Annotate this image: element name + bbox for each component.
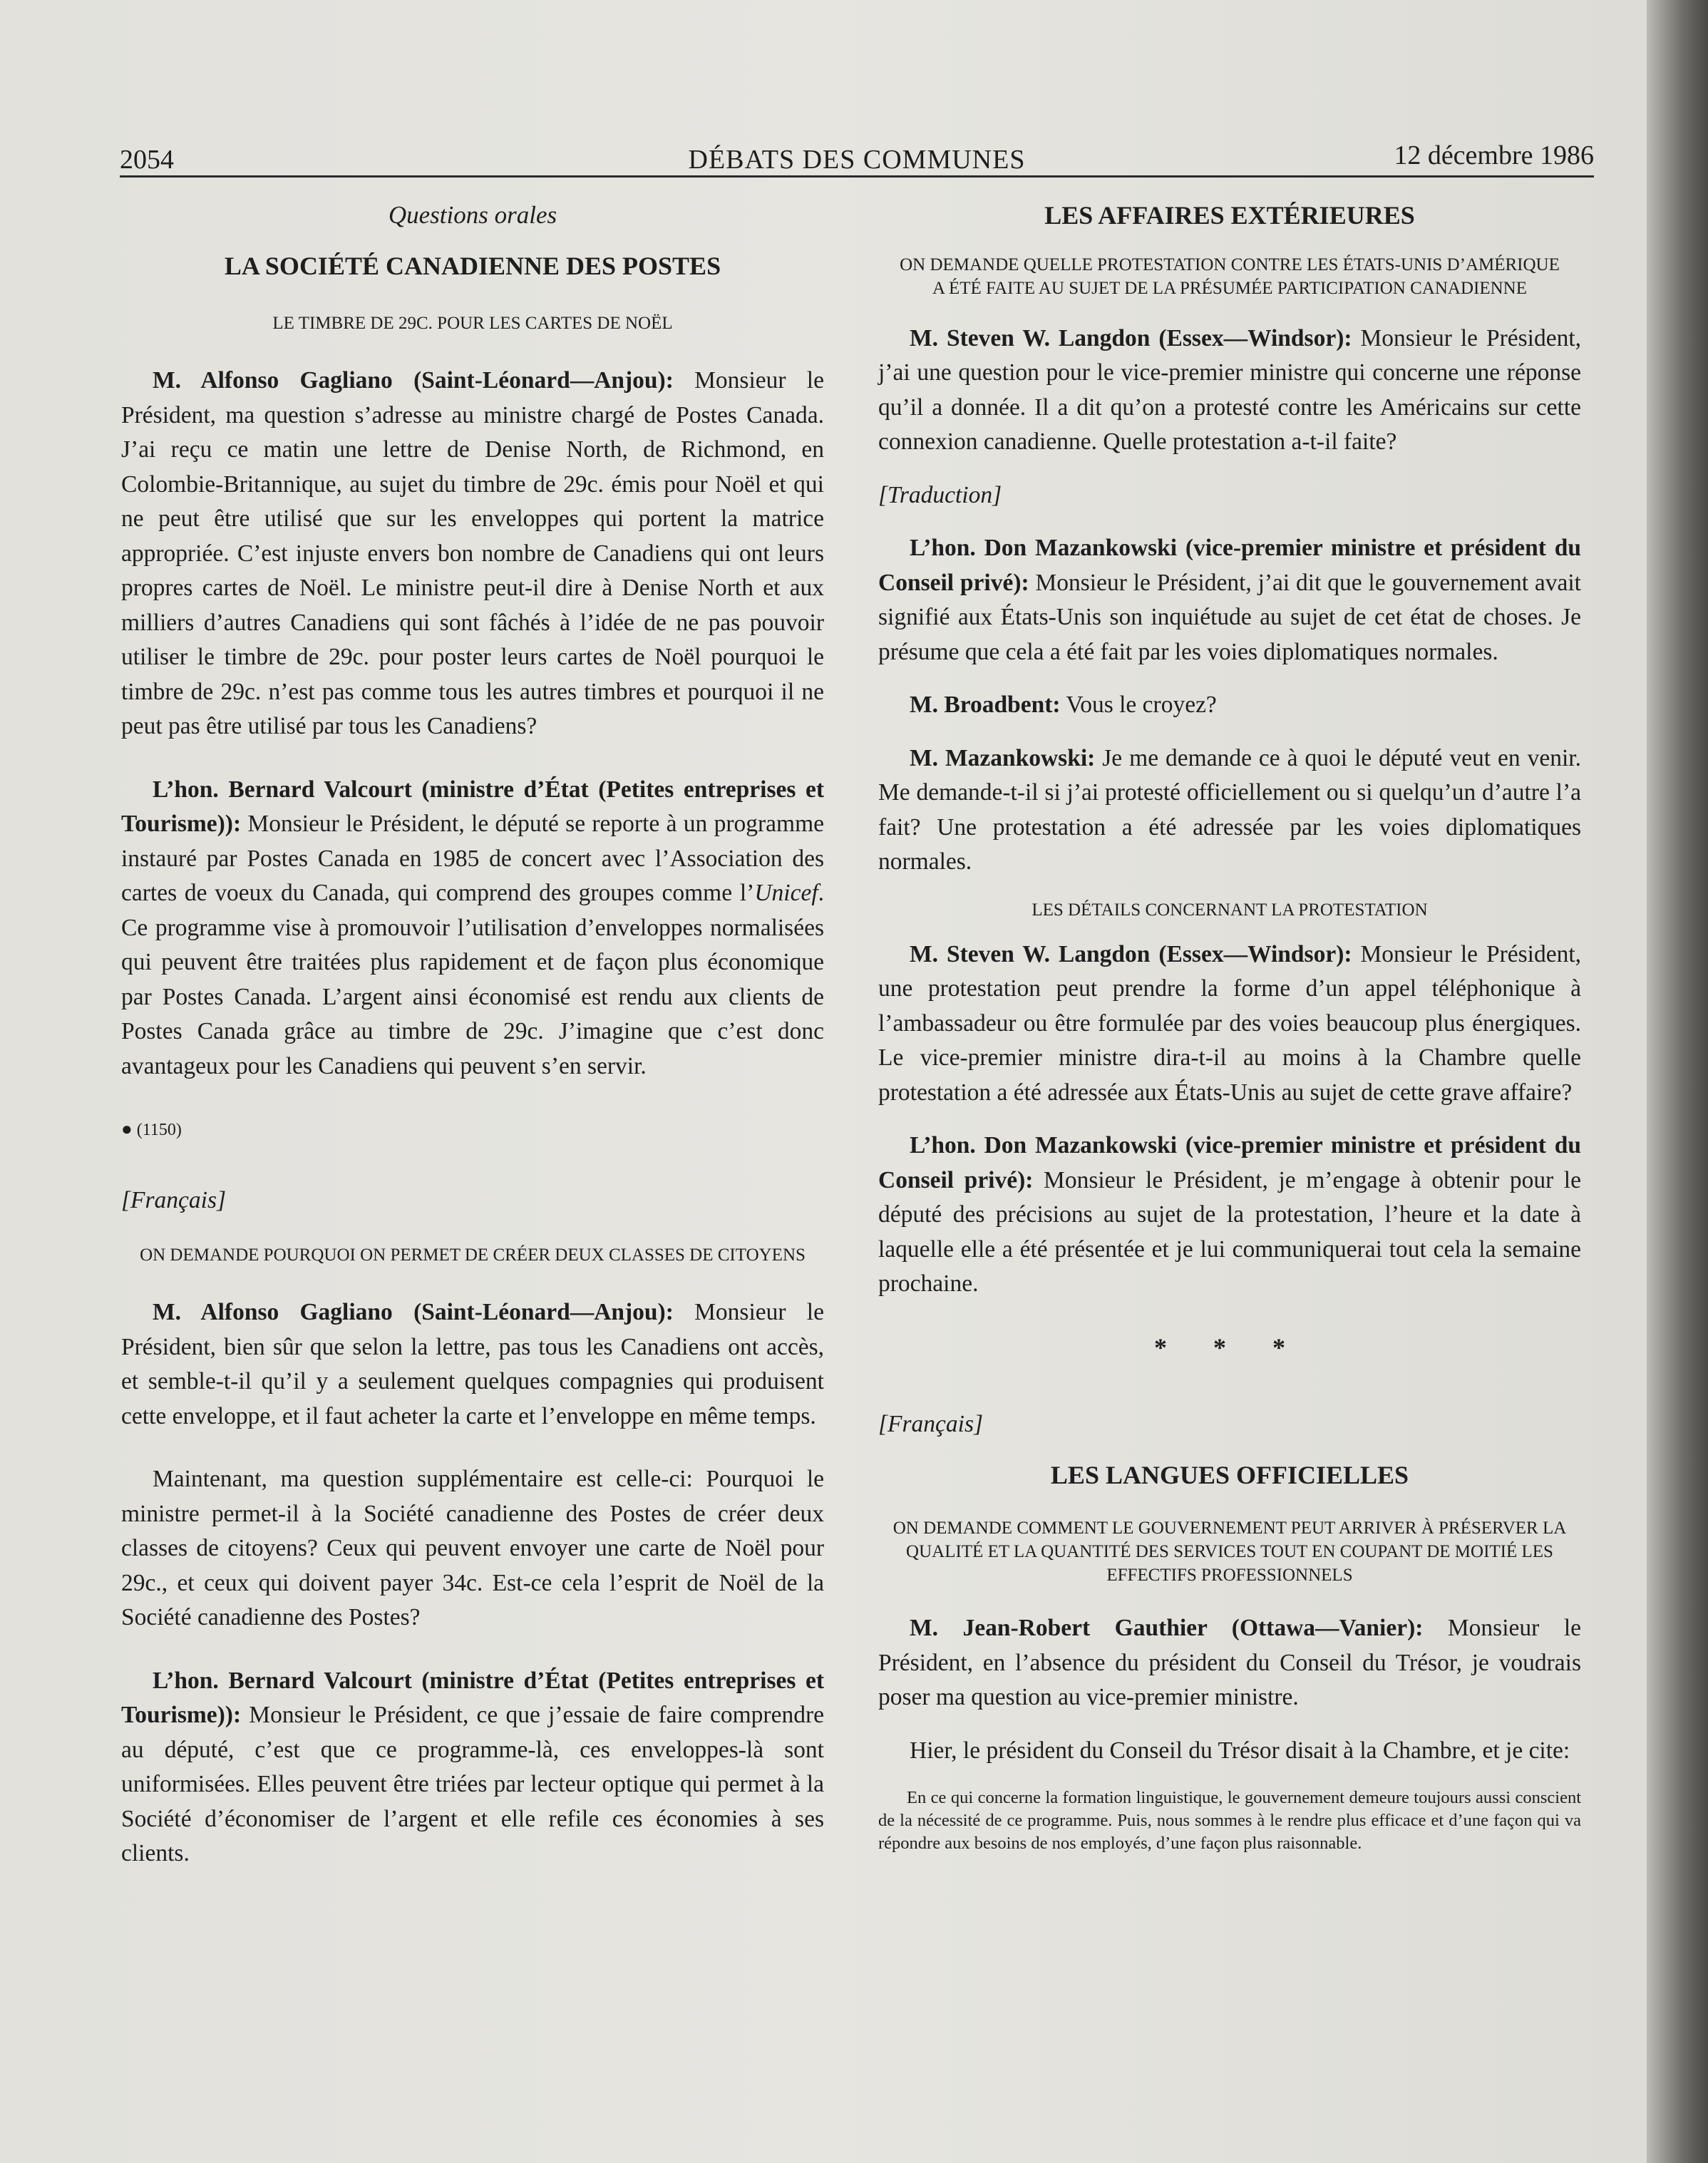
language-marker: [Français] bbox=[121, 1186, 227, 1213]
time-marker bbox=[121, 1112, 824, 1148]
section-heading: LES LANGUES OFFICIELLES bbox=[1050, 1460, 1409, 1489]
speech-italic: Unicef bbox=[754, 880, 818, 906]
speech: Monsieur le Président, ce que j’essaie de faire comprendre au député, c’est que ce programme-là, ces enveloppes-là sont uniformisées. Elles peuvent être triées par lecteur optique qui permet à la Société d’économiser de l’argent et elle refile ces économies à ses clients. bbox=[121, 1702, 824, 1866]
speech: Monsieur le Président, j’ai dit que le gouvernement avait signifié aux États-Unis son inquiétude au sujet de cet état de choses. Je présume que cela a été fait par les voies diplomatiques normales. bbox=[878, 569, 1581, 665]
paragraph bbox=[878, 322, 1581, 460]
bullet-icon: ● bbox=[121, 1119, 133, 1139]
speaker: M. Alfonso Gagliano (Saint-Léonard—Anjou): bbox=[153, 1299, 674, 1325]
language-marker: [Traduction] bbox=[878, 481, 1002, 508]
speech: Monsieur le Président, je m’engage à obtenir pour le député des précisions au sujet de la protestation, l’heure et la date à laquelle elle a été présentée et je lui communiquerai tout cela la semaine prochaine. bbox=[878, 1166, 1581, 1297]
page-header bbox=[120, 140, 1594, 178]
paragraph bbox=[878, 688, 1581, 723]
time-stamp: (1150) bbox=[136, 1121, 182, 1139]
language-marker: [Français] bbox=[878, 1411, 984, 1437]
section-heading: LA SOCIÉTÉ CANADIENNE DES POSTES bbox=[224, 251, 721, 280]
speech: Monsieur le Président, j’ai une question pour le vice-premier ministre qui concerne une réponse qu’il a donnée. Il a dit qu’on a protesté contre les Américains sur cette connexion canadienne. Quelle protestation a-t-il faite? bbox=[878, 324, 1581, 455]
speaker: L’hon. Don Mazankowski (vice-premier ministre et président du Conseil privé): bbox=[878, 1132, 1581, 1193]
paragraph bbox=[878, 741, 1581, 880]
right-column bbox=[878, 198, 1581, 1855]
speech: Monsieur le Président, ma question s’adresse au ministre chargé de Postes Canada. J’ai reçu ce matin une lettre de Denise North, de Richmond, en Colombie-Britannique, au sujet du timbre de 29c. émis pour Noël et qui ne peut être utilisé que sur les enveloppes qui portent la matrice appropriée. C’est injuste envers bon nombre de Canadiens qui ont leurs propres cartes de Noël. Le ministre peut-il dire à Denise North et aux milliers d’autres Canadiens qui sont fâchés à l’idée de ne pas pouvoir utiliser le timbre de 29c. pour poster leurs cartes de Noël pourquoi le timbre de 29c. n’est pas comme tous les autres timbres et pourquoi il ne peut pas être utilisé par tous les Canadiens? bbox=[121, 367, 824, 739]
speaker: M. Steven W. Langdon (Essex—Windsor): bbox=[910, 324, 1352, 351]
section-heading: LES AFFAIRES EXTÉRIEURES bbox=[1044, 201, 1415, 230]
speech: Monsieur le Président, une protestation peut prendre la forme d’un appel téléphonique à l’ambassadeur ou être formulée par des voies beaucoup plus énergiques. Le vice-premier ministre dira-t-il au moins à la Chambre quelle protestation a été adressée aux États-Unis au sujet de cette grave affaire? bbox=[878, 940, 1581, 1106]
page-number: 2054 bbox=[120, 145, 174, 175]
speaker: L’hon. Bernard Valcourt (ministre d’État (Petites entreprises et Tourisme)): bbox=[121, 776, 824, 837]
publication-date: 12 décembre 1986 bbox=[1394, 140, 1594, 170]
speaker: L’hon. Bernard Valcourt (ministre d’État (Petites entreprises et Tourisme)): bbox=[121, 1667, 824, 1728]
paragraph bbox=[121, 1295, 824, 1434]
subheading: ON DEMANDE COMMENT LE GOUVERNEMENT PEUT ARRIVER À PRÉSERVER LA QUALITÉ ET LA QUANTITÉ DES SERVICES TOUT EN COUPANT DE MOITIÉ LES EFFECTIFS PROFESSIONNELS bbox=[892, 1519, 1567, 1585]
paragraph bbox=[878, 531, 1581, 669]
paragraph bbox=[121, 773, 824, 1084]
speaker: M. Jean-Robert Gauthier (Ottawa—Vanier): bbox=[910, 1615, 1424, 1641]
book-gutter-edge bbox=[1647, 0, 1708, 2163]
paragraph bbox=[121, 364, 824, 744]
speaker: L’hon. Don Mazankowski (vice-premier ministre et président du Conseil privé): bbox=[878, 535, 1581, 596]
speaker: M. Mazankowski: bbox=[910, 744, 1096, 771]
subheading: LES DÉTAILS CONCERNANT LA PROTESTATION bbox=[1032, 900, 1428, 920]
speech: Je me demande ce à quoi le député veut en venir. Me demande-t-il si j’ai protesté officiellement ou si quelqu’un d’autre l’a fait? Une protestation a été adressée par les voies diplomatiques normales. bbox=[878, 744, 1581, 875]
paragraph: Hier, le président du Conseil du Trésor disait à la Chambre, et je cite: bbox=[910, 1737, 1570, 1764]
left-column bbox=[121, 198, 824, 1900]
section-label: Questions orales bbox=[388, 201, 557, 229]
subheading: ON DEMANDE POURQUOI ON PERMET DE CRÉER DEUX CLASSES DE CITOYENS bbox=[140, 1245, 806, 1265]
speaker: M. Broadbent: bbox=[910, 692, 1061, 718]
publication-title: DÉBATS DES COMMUNES bbox=[688, 145, 1026, 175]
speaker: M. Steven W. Langdon (Essex—Windsor): bbox=[910, 940, 1352, 967]
paragraph bbox=[878, 1129, 1581, 1302]
subheading: LE TIMBRE DE 29C. POUR LES CARTES DE NOËL bbox=[272, 314, 673, 333]
speech: Monsieur le Président, le député se reporte à un programme instauré par Postes Canada en 1985 de concert avec l’Association des cartes de voeux du Canada, qui comprend des groupes comme l’ bbox=[121, 811, 824, 906]
paragraph bbox=[878, 1611, 1581, 1715]
speaker: M. Alfonso Gagliano (Saint-Léonard—Anjou): bbox=[153, 367, 674, 394]
section-separator: * * * bbox=[1154, 1332, 1305, 1362]
paragraph bbox=[121, 1664, 824, 1871]
subheading: ON DEMANDE QUELLE PROTESTATION CONTRE LES ÉTATS-UNIS D’AMÉRIQUE A ÉTÉ FAITE AU SUJET DE LA PRÉSUMÉE PARTICIPATION CANADIENNE bbox=[900, 255, 1560, 298]
speech: Vous le croyez? bbox=[1060, 692, 1217, 718]
paragraph: Maintenant, ma question supplémentaire est celle-ci: Pourquoi le ministre permet-il à la Société canadienne des Postes de créer deux classes de citoyens? Ceux qui peuvent envoyer une carte de Noël pour 29c., et ceux qui doivent payer 34c. Est-ce cela l’esprit de Noël de la Société canadienne des Postes? bbox=[121, 1466, 824, 1630]
speech: . Ce programme vise à promouvoir l’utilisation d’enveloppes normalisées qui peuvent être traitées plus rapidement et de façon plus économique par Postes Canada. L’argent ainsi économisé est rendu aux clients de Postes Canada grâce au timbre de 29c. J’imagine que c’est donc avantageux pour les Canadiens qui peuvent s’en servir. bbox=[121, 880, 824, 1079]
paragraph bbox=[878, 937, 1581, 1111]
speech: Monsieur le Président, bien sûr que selon la lettre, pas tous les Canadiens ont accès, et semble-t-il qu’il y a seulement quelques compagnies qui produisent cette enveloppe, et il faut acheter la carte et l’enveloppe en même temps. bbox=[121, 1299, 824, 1429]
block-quote: En ce qui concerne la formation linguistique, le gouvernement demeure toujours aussi conscient de la nécessité de ce programme. Puis, nous sommes à le rendre plus efficace et d’une façon qui va répondre aux besoins de nos employés, d’une façon plus raisonnable. bbox=[878, 1788, 1581, 1853]
speech: Monsieur le Président, en l’absence du président du Conseil du Trésor, je voudrais poser ma question au vice-premier ministre. bbox=[878, 1615, 1581, 1710]
